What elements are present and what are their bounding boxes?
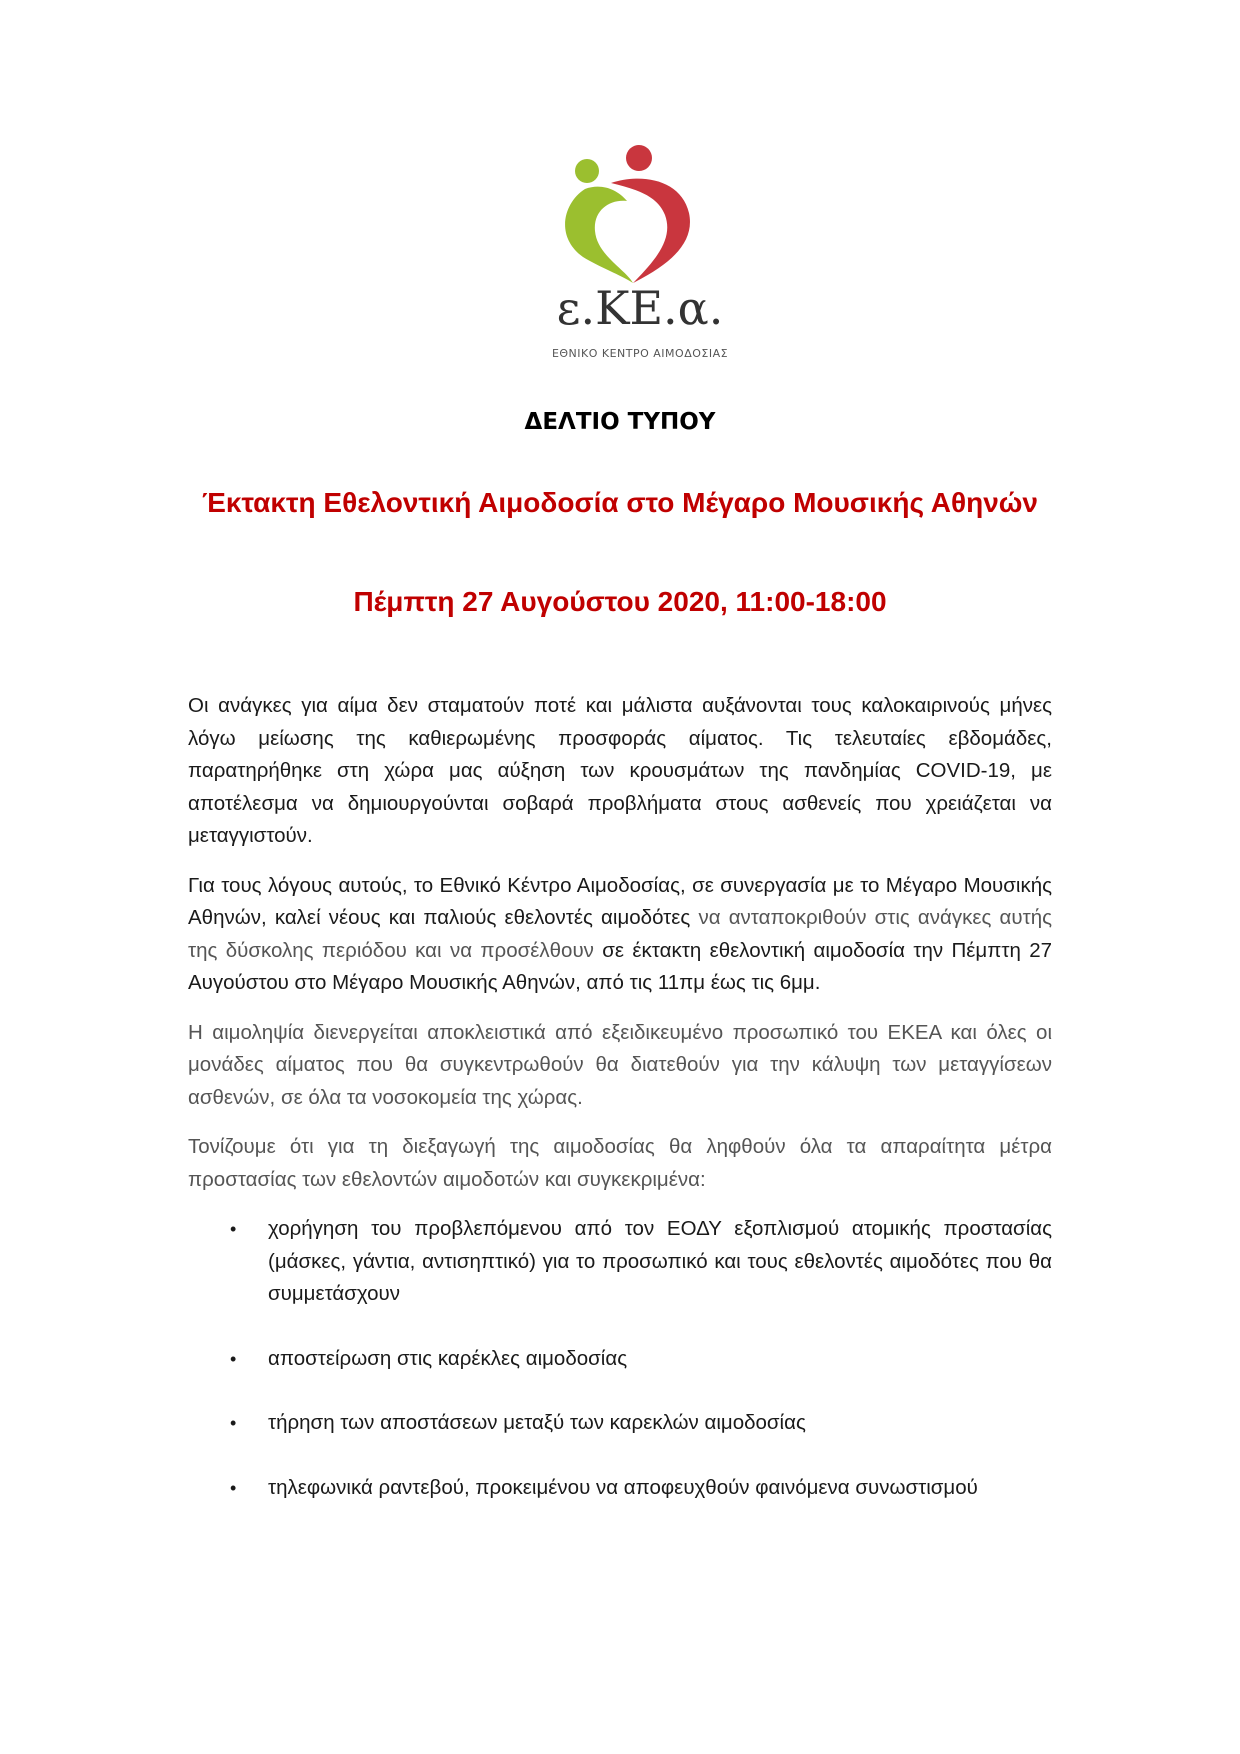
event-date: Πέμπτη 27 Αυγούστου 2020, 11:00-18:00	[353, 586, 887, 617]
paragraph-2-part-b: να ανταποκριθούν στις ανάγκες αυτής της δύσκολης περιόδου και να προσέλθουν	[188, 906, 1052, 962]
bullet-icon: •	[230, 1413, 237, 1433]
logo-subtitle: ΕΘΝΙΚΟ ΚΕΝΤΡΟ ΑΙΜΟΔΟΣΙΑΣ	[551, 347, 729, 360]
paragraph-4: Τονίζουμε ότι για τη διεξαγωγή της αιμοδοσίας θα ληφθούν όλα τα απαραίτητα μέτρα προστασίας των εθελοντών αιμοδοτών και συγκεκριμένα:	[188, 1135, 1052, 1191]
list-item-text: χορήγηση του προβλεπόμενου από τον ΕΟΔΥ εξοπλισμού ατομικής προστασίας (μάσκες, γάντια, αντισηπτικό) για το προσωπικό και τους εθελοντές αιμοδότες που θα συμμετάσχουν	[268, 1217, 1052, 1305]
list-item	[188, 1472, 1052, 1505]
paragraph-3: Η αιμοληψία διενεργείται αποκλειστικά από εξειδικευμένο προσωπικό του ΕΚΕΑ και όλες οι μονάδες αίματος που θα συγκεντρωθούν θα διατεθούν για την κάλυψη των μεταγγίσεων ασθενών, σε όλα τα νοσοκομεία της χώρας.	[188, 1020, 1052, 1109]
bullet-icon: •	[230, 1477, 237, 1498]
list-item	[188, 1407, 1052, 1440]
list-item-text: τήρηση των αποστάσεων μεταξύ των καρεκλών αιμοδοσίας	[268, 1411, 806, 1434]
measures-list	[188, 1213, 1052, 1504]
headline: Έκτακτη Εθελοντική Αιμοδοσία στο Μέγαρο Μουσικής Αθηνών	[201, 487, 1039, 518]
paragraph-2	[188, 870, 1052, 1000]
paragraph-2-part-a: Για τους λόγους αυτούς, το Εθνικό Κέντρο Αιμοδοσίας, σε συνεργασία με το Μέγαρο Μουσικής Αθηνών, καλεί νέους και παλιούς εθελοντές αιμοδότες	[188, 873, 1052, 929]
press-release-label: ΔΕΛΤΙΟ ΤΥΠΟΥ	[524, 409, 716, 435]
list-item-text: τηλεφωνικά ραντεβού, προκειμένου να αποφευχθούν φαινόμενα συνωστισμού	[268, 1475, 978, 1499]
paragraph-2-part-c: σε έκτακτη εθελοντική αιμοδοσία την Πέμπτη 27 Αυγούστου στο Μέγαρο Μουσικής Αθηνών, από τις 11πμ έως τις 6μμ.	[188, 938, 1053, 994]
body-text	[188, 690, 1052, 1536]
list-item	[188, 1343, 1052, 1376]
bullet-icon: •	[230, 1219, 237, 1239]
ekea-logo	[551, 145, 729, 370]
list-item	[188, 1213, 1052, 1311]
paragraph-1: Οι ανάγκες για αίμα δεν σταματούν ποτέ και μάλιστα αυξάνονται τους καλοκαιρινούς μήνες λόγω μείωσης της καθιερωμένης προσφοράς αίματος. Τις τελευταίες εβδομάδες, παρατηρήθηκε στη χώρα μας αύξηση των κρουσμάτων της πανδημίας COVID-19, με αποτέλεσμα να δημιουργούνται σοβαρά προβλήματα στους ασθενείς που χρειάζεται να μεταγγιστούν.	[188, 694, 1052, 847]
logo-figures-icon	[555, 145, 725, 285]
logo-wordmark: ε.ΚΕ.α.	[556, 281, 724, 335]
list-item-text: αποστείρωση στις καρέκλες αιμοδοσίας	[268, 1346, 628, 1370]
bullet-icon: •	[230, 1348, 237, 1369]
